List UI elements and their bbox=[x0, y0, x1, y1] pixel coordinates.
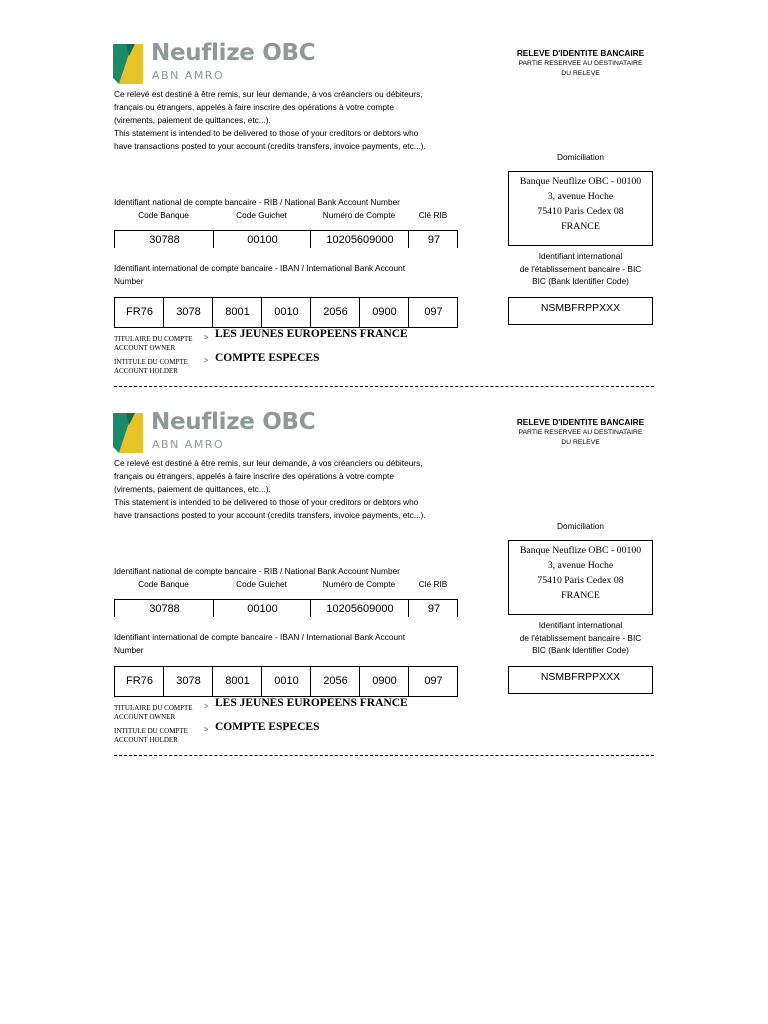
account-arrow: > bbox=[204, 725, 209, 734]
account-label-line: ACCOUNT HOLDER bbox=[114, 735, 178, 744]
bic-value: NSMBFRPPXXX bbox=[508, 297, 653, 325]
rib-value: 97 bbox=[427, 603, 441, 615]
iban-separator bbox=[261, 298, 262, 327]
rib-slip-2 bbox=[0, 409, 768, 783]
bic-label bbox=[508, 250, 653, 288]
rib-header: Numéro de Compte bbox=[322, 579, 396, 589]
cut-line bbox=[114, 755, 654, 756]
iban-value: 097 bbox=[424, 675, 443, 687]
intro-line: Ce relevé est destiné à être remis, sur leur demande, à vos créanciers ou débiteurs, bbox=[114, 458, 423, 468]
document-title: RELEVE D'IDENTITE BANCAIRE bbox=[516, 48, 645, 58]
account-value: COMPTE ESPECES bbox=[215, 352, 320, 364]
rib-separator bbox=[408, 600, 409, 617]
account-value: COMPTE ESPECES bbox=[215, 721, 320, 733]
account-label bbox=[114, 358, 188, 375]
rib-separator bbox=[213, 600, 214, 617]
intro-line: français ou étrangers, appelés à faire inscrire des opérations à votre compte bbox=[114, 102, 394, 112]
iban-separator bbox=[212, 298, 213, 327]
document-subtitle bbox=[508, 428, 653, 447]
rib-caption: Identifiant national de compte bancaire - RIB / National Bank Account Number bbox=[114, 566, 400, 576]
logo-name: Neuflize OBC bbox=[151, 409, 316, 435]
logo-sub: ABN AMRO bbox=[152, 69, 225, 82]
account-label-line: INTITULE DU COMPTE bbox=[114, 358, 188, 366]
rib-caption: Identifiant national de compte bancaire - RIB / National Bank Account Number bbox=[114, 197, 400, 207]
iban-separator bbox=[310, 298, 311, 327]
iban-separator bbox=[359, 667, 360, 696]
rib-value: 10205609000 bbox=[326, 603, 394, 615]
iban-value: 0900 bbox=[372, 675, 397, 687]
iban-value: FR76 bbox=[126, 306, 153, 318]
holder-label bbox=[114, 704, 193, 721]
bic-label-line: de l'établissement bancaire - BIC bbox=[519, 632, 642, 643]
rib-header: Code Guichet bbox=[236, 579, 287, 589]
intro-text bbox=[114, 88, 474, 153]
intro-text bbox=[114, 457, 474, 522]
holder-label-line: TITULAIRE DU COMPTE bbox=[114, 704, 193, 712]
intro-line: This statement is intended to be delivered to those of your creditors or debtors who bbox=[114, 128, 419, 138]
bic-label-line: de l'établissement bancaire - BIC bbox=[519, 263, 642, 274]
rib-separator bbox=[310, 600, 311, 617]
intro-line: have transactions posted to your account (credits transfers, invoice payments, etc...). bbox=[114, 141, 426, 151]
domiciliation-line: 75410 Paris Cedex 08 bbox=[537, 575, 624, 586]
logo-name: Neuflize OBC bbox=[151, 40, 316, 66]
domiciliation-line: Banque Neuflize OBC - 00100 bbox=[519, 176, 642, 187]
domiciliation-line: FRANCE bbox=[561, 221, 600, 232]
holder-label bbox=[114, 335, 193, 352]
iban-value: 0010 bbox=[274, 306, 299, 318]
iban-caption-line: Identifiant international de compte bancaire - IBAN / International Bank Account bbox=[114, 263, 406, 273]
iban-caption-line: Number bbox=[114, 276, 144, 286]
domiciliation-label: Domiciliation bbox=[556, 521, 605, 531]
account-label-line: ACCOUNT HOLDER bbox=[114, 366, 178, 375]
rib-header: Numéro de Compte bbox=[322, 210, 396, 220]
iban-value: 0900 bbox=[372, 306, 397, 318]
intro-line: have transactions posted to your account (credits transfers, invoice payments, etc...). bbox=[114, 510, 426, 520]
domiciliation-box bbox=[508, 171, 653, 246]
holder-value: LES JEUNES EUROPEENS FRANCE bbox=[215, 328, 408, 340]
holder-label-line: ACCOUNT OWNER bbox=[114, 343, 176, 352]
domiciliation-line: FRANCE bbox=[561, 590, 600, 601]
domiciliation-line: 3, avenue Hoche bbox=[547, 560, 614, 571]
iban-value: 0010 bbox=[274, 675, 299, 687]
domiciliation-line: 3, avenue Hoche bbox=[547, 191, 614, 202]
rib-header: Clé RIB bbox=[418, 210, 448, 220]
rib-separator bbox=[310, 231, 311, 248]
bic-label-line: Identifiant international bbox=[538, 620, 623, 630]
bic-label-line: BIC (Bank Identifier Code) bbox=[532, 276, 629, 286]
iban-caption bbox=[114, 262, 444, 288]
account-label-line: INTITULE DU COMPTE bbox=[114, 727, 188, 735]
holder-label-line: ACCOUNT OWNER bbox=[114, 712, 176, 721]
cut-line bbox=[114, 386, 654, 387]
rib-value: 00100 bbox=[247, 603, 278, 615]
holder-label-line: TITULAIRE DU COMPTE bbox=[114, 335, 193, 343]
iban-separator bbox=[212, 667, 213, 696]
bic-label-line: Identifiant international bbox=[538, 251, 623, 261]
rib-header: Code Guichet bbox=[236, 210, 287, 220]
document-subtitle bbox=[508, 59, 653, 78]
account-arrow: > bbox=[204, 356, 209, 365]
rib-value: 10205609000 bbox=[326, 234, 394, 246]
rib-value: 30788 bbox=[149, 603, 180, 615]
iban-separator bbox=[163, 298, 164, 327]
intro-line: This statement is intended to be delivered to those of your creditors or debtors who bbox=[114, 497, 419, 507]
logo-shield-icon bbox=[113, 44, 143, 84]
intro-line: (virements, paiement de quittances, etc...). bbox=[114, 115, 271, 125]
iban-caption-line: Identifiant international de compte bancaire - IBAN / International Bank Account bbox=[114, 632, 406, 642]
rib-values-row bbox=[114, 230, 458, 248]
domiciliation-line: Banque Neuflize OBC - 00100 bbox=[519, 545, 642, 556]
subtitle-line: PARTIE RESERVEE AU DESTINATAIRE bbox=[518, 60, 643, 67]
intro-line: Ce relevé est destiné à être remis, sur leur demande, à vos créanciers ou débiteurs, bbox=[114, 89, 423, 99]
holder-arrow: > bbox=[204, 702, 209, 711]
iban-value: 097 bbox=[424, 306, 443, 318]
iban-separator bbox=[163, 667, 164, 696]
account-label bbox=[114, 727, 188, 744]
iban-value: 2056 bbox=[323, 675, 348, 687]
rib-header: Clé RIB bbox=[418, 579, 448, 589]
iban-value: 3078 bbox=[176, 675, 201, 687]
rib-slip-1 bbox=[0, 40, 768, 414]
logo-sub: ABN AMRO bbox=[152, 438, 225, 451]
subtitle-line: PARTIE RESERVEE AU DESTINATAIRE bbox=[518, 429, 643, 436]
iban-value: FR76 bbox=[126, 675, 153, 687]
domiciliation-label: Domiciliation bbox=[556, 152, 605, 162]
rib-separator bbox=[213, 231, 214, 248]
iban-caption-line: Number bbox=[114, 645, 144, 655]
holder-arrow: > bbox=[204, 333, 209, 342]
logo-shield-icon bbox=[113, 413, 143, 453]
iban-caption bbox=[114, 631, 444, 657]
iban-separator bbox=[359, 298, 360, 327]
iban-value: 3078 bbox=[176, 306, 201, 318]
subtitle-line: DU RELEVE bbox=[561, 69, 600, 77]
intro-line: (virements, paiement de quittances, etc...). bbox=[114, 484, 271, 494]
rib-value: 97 bbox=[427, 234, 441, 246]
rib-value: 00100 bbox=[247, 234, 278, 246]
subtitle-line: DU RELEVE bbox=[561, 438, 600, 446]
rib-values-row bbox=[114, 599, 458, 617]
intro-line: français ou étrangers, appelés à faire inscrire des opérations à votre compte bbox=[114, 471, 394, 481]
iban-separator bbox=[408, 667, 409, 696]
bic-value: NSMBFRPPXXX bbox=[508, 666, 653, 694]
bic-label-line: BIC (Bank Identifier Code) bbox=[532, 645, 629, 655]
rib-value: 30788 bbox=[149, 234, 180, 246]
domiciliation-box bbox=[508, 540, 653, 615]
document-title: RELEVE D'IDENTITE BANCAIRE bbox=[516, 417, 645, 427]
iban-separator bbox=[310, 667, 311, 696]
rib-header: Code Banque bbox=[138, 579, 189, 589]
domiciliation-line: 75410 Paris Cedex 08 bbox=[537, 206, 624, 217]
iban-separator bbox=[261, 667, 262, 696]
iban-separator bbox=[408, 298, 409, 327]
iban-value: 8001 bbox=[225, 306, 250, 318]
bic-label bbox=[508, 619, 653, 657]
holder-value: LES JEUNES EUROPEENS FRANCE bbox=[215, 697, 408, 709]
iban-values-row bbox=[114, 666, 458, 697]
iban-value: 2056 bbox=[323, 306, 348, 318]
iban-value: 8001 bbox=[225, 675, 250, 687]
rib-separator bbox=[408, 231, 409, 248]
rib-header: Code Banque bbox=[138, 210, 189, 220]
iban-values-row bbox=[114, 297, 458, 328]
